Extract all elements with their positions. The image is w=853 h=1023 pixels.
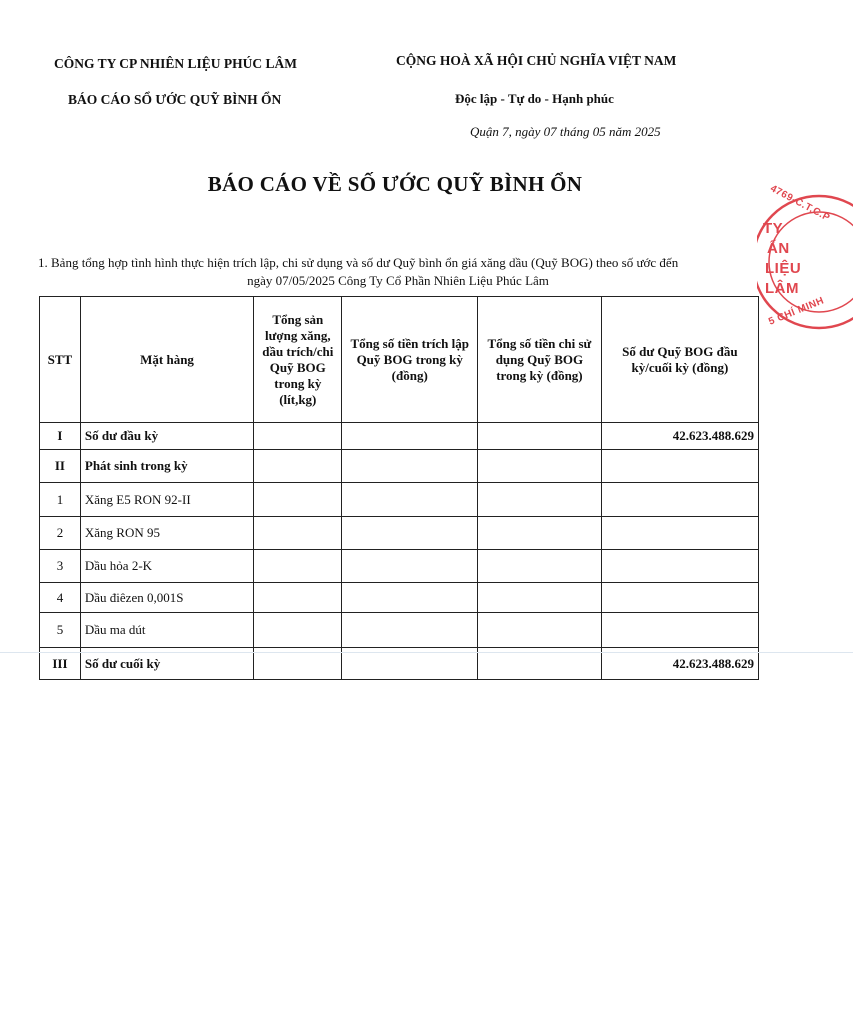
table-row bbox=[40, 613, 759, 648]
document-title: BÁO CÁO VỀ SỐ ƯỚC QUỸ BÌNH ỔN bbox=[207, 172, 583, 196]
row-allocated bbox=[342, 423, 478, 450]
row-balance bbox=[601, 613, 758, 648]
row-stt: 3 bbox=[40, 550, 81, 583]
row-allocated bbox=[342, 483, 478, 517]
row-spent bbox=[478, 613, 602, 648]
company-seal bbox=[757, 182, 853, 332]
section-description-line1: 1. Bảng tổng hợp tình hình thực hiện trích lập, chi sử dụng và số dư Quỹ bình ổn giá xăng dầu (Quỹ BOG) theo số ước đến bbox=[38, 255, 679, 270]
table-body bbox=[40, 423, 759, 680]
table-row bbox=[40, 450, 759, 483]
row-item: Xăng E5 RON 92-II bbox=[80, 483, 253, 517]
row-spent bbox=[478, 483, 602, 517]
table-row bbox=[40, 583, 759, 613]
row-balance bbox=[601, 550, 758, 583]
national-motto: Độc lập - Tự do - Hạnh phúc bbox=[455, 91, 614, 106]
row-quantity bbox=[254, 423, 342, 450]
table-row bbox=[40, 423, 759, 450]
row-stt: I bbox=[40, 423, 81, 450]
row-allocated bbox=[342, 550, 478, 583]
row-balance: 42.623.488.629 bbox=[601, 423, 758, 450]
row-stt: 1 bbox=[40, 483, 81, 517]
row-balance bbox=[601, 483, 758, 517]
row-item: Số dư cuối kỳ bbox=[80, 648, 253, 680]
table-row bbox=[40, 517, 759, 550]
row-spent bbox=[478, 423, 602, 450]
row-item: Số dư đầu kỳ bbox=[80, 423, 253, 450]
row-quantity bbox=[254, 613, 342, 648]
company-name: CÔNG TY CP NHIÊN LIỆU PHÚC LÂM bbox=[54, 56, 298, 71]
row-spent bbox=[478, 517, 602, 550]
seal-line4: LÂM bbox=[765, 280, 799, 297]
row-quantity bbox=[254, 550, 342, 583]
section-description bbox=[38, 254, 758, 290]
row-quantity bbox=[254, 450, 342, 483]
header-item: Mặt hàng bbox=[80, 297, 253, 423]
row-allocated bbox=[342, 583, 478, 613]
row-spent bbox=[478, 450, 602, 483]
table-row bbox=[40, 483, 759, 517]
row-allocated bbox=[342, 517, 478, 550]
seal-line2: ẤN bbox=[767, 240, 790, 257]
row-item: Phát sinh trong kỳ bbox=[80, 450, 253, 483]
row-quantity bbox=[254, 483, 342, 517]
national-title: CỘNG HOÀ XÃ HỘI CHỦ NGHĨA VIỆT NAM bbox=[396, 53, 677, 68]
row-balance bbox=[601, 450, 758, 483]
header-stt: STT bbox=[40, 297, 81, 423]
row-stt: 4 bbox=[40, 583, 81, 613]
fund-report-table bbox=[39, 296, 759, 680]
report-subtitle: BÁO CÁO SỔ ƯỚC QUỸ BÌNH ỔN bbox=[68, 92, 282, 107]
seal-arc-top: 4769-C.T.C.P bbox=[768, 183, 832, 224]
row-balance bbox=[601, 583, 758, 613]
row-item: Dầu điêzen 0,001S bbox=[80, 583, 253, 613]
row-allocated bbox=[342, 450, 478, 483]
header-allocated: Tổng số tiền trích lập Quỹ BOG trong kỳ (đồng) bbox=[342, 297, 478, 423]
row-stt: 5 bbox=[40, 613, 81, 648]
table-row bbox=[40, 550, 759, 583]
row-item: Dầu hỏa 2-K bbox=[80, 550, 253, 583]
row-item: Xăng RON 95 bbox=[80, 517, 253, 550]
seal-line1: TY bbox=[763, 220, 784, 237]
row-quantity bbox=[254, 517, 342, 550]
table-header-row bbox=[40, 297, 759, 423]
seal-line3: LIỆU bbox=[765, 260, 802, 277]
row-item: Dầu ma dút bbox=[80, 613, 253, 648]
row-allocated bbox=[342, 613, 478, 648]
row-balance: 42.623.488.629 bbox=[601, 648, 758, 680]
seal-arc-bottom: 5 CHÍ MINH bbox=[767, 295, 826, 328]
header-spent: Tổng số tiền chi sử dụng Quỹ BOG trong kỳ (đồng) bbox=[478, 297, 602, 423]
row-balance bbox=[601, 517, 758, 550]
row-spent bbox=[478, 583, 602, 613]
row-stt: III bbox=[40, 648, 81, 680]
header-balance: Số dư Quỹ BOG đầu kỳ/cuối kỳ (đồng) bbox=[601, 297, 758, 423]
date-line: Quận 7, ngày 07 tháng 05 năm 2025 bbox=[470, 124, 661, 139]
header-quantity: Tổng sản lượng xăng, dầu trích/chi Quỹ BOG trong kỳ (lít,kg) bbox=[254, 297, 342, 423]
row-stt: II bbox=[40, 450, 81, 483]
row-spent bbox=[478, 550, 602, 583]
section-description-line2: ngày 07/05/2025 Công Ty Cổ Phần Nhiên Liệu Phúc Lâm bbox=[247, 273, 549, 288]
scan-line bbox=[0, 652, 853, 653]
row-stt: 2 bbox=[40, 517, 81, 550]
row-quantity bbox=[254, 583, 342, 613]
